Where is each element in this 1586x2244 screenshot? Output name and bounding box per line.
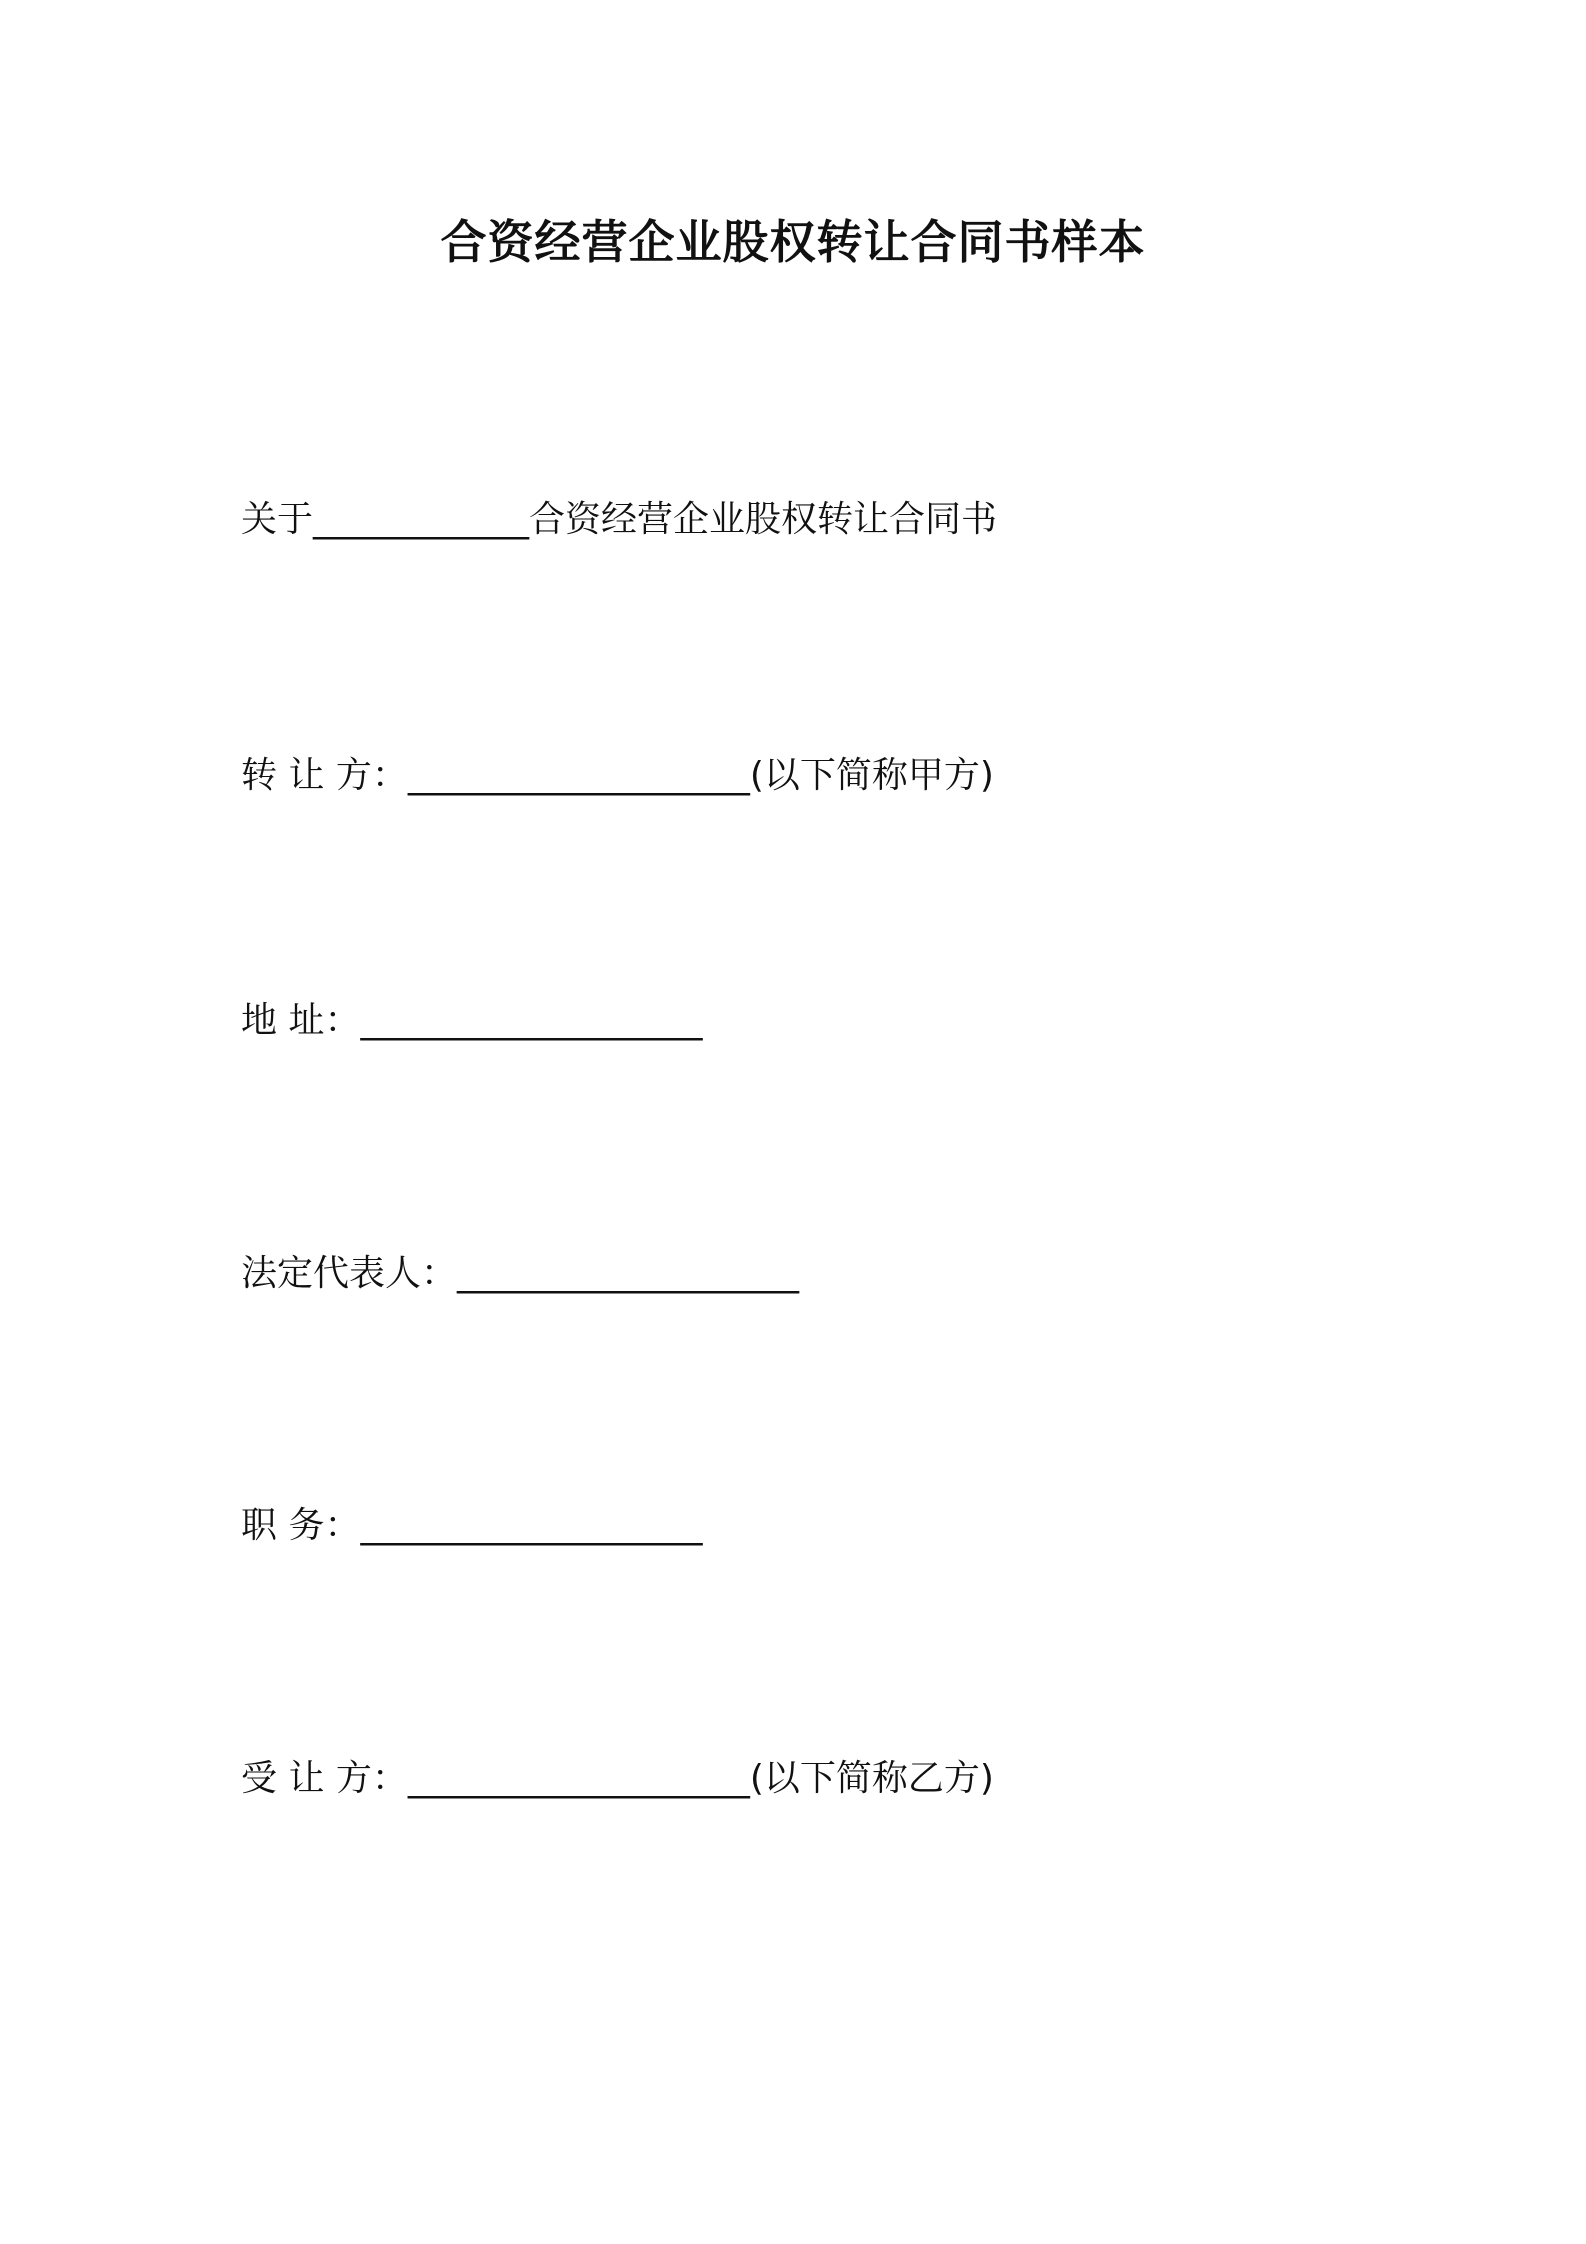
subject-line bbox=[241, 496, 997, 544]
subject-suffix: 合资经营企业股权转让合同书 bbox=[529, 499, 998, 540]
legal-representative-blank: ___________________ bbox=[457, 1253, 800, 1294]
transferee-line bbox=[241, 1755, 994, 1803]
legal-representative-label: 法定代表人： bbox=[241, 1253, 458, 1294]
transferor-blank: ___________________ bbox=[407, 755, 750, 796]
transferor-line bbox=[241, 752, 994, 800]
address-line bbox=[241, 997, 702, 1045]
position-blank: ___________________ bbox=[360, 1505, 703, 1546]
transferee-blank: ___________________ bbox=[407, 1758, 750, 1799]
address-blank: ___________________ bbox=[360, 1000, 703, 1041]
transferor-suffix: (以下简称甲方) bbox=[749, 755, 994, 796]
transferee-suffix: (以下简称乙方) bbox=[749, 1758, 994, 1799]
subject-label: 关于 bbox=[241, 499, 314, 540]
position-label: 职 务： bbox=[241, 1505, 361, 1546]
transferor-label: 转 让 方： bbox=[241, 755, 408, 796]
document-title: 合资经营企业股权转让合同书样本 bbox=[440, 215, 1146, 269]
legal-representative-line bbox=[241, 1250, 799, 1298]
transferee-label: 受 让 方： bbox=[241, 1758, 408, 1799]
subject-blank: ____________ bbox=[313, 499, 530, 540]
position-line bbox=[241, 1502, 702, 1550]
address-label: 地 址： bbox=[241, 1000, 361, 1041]
